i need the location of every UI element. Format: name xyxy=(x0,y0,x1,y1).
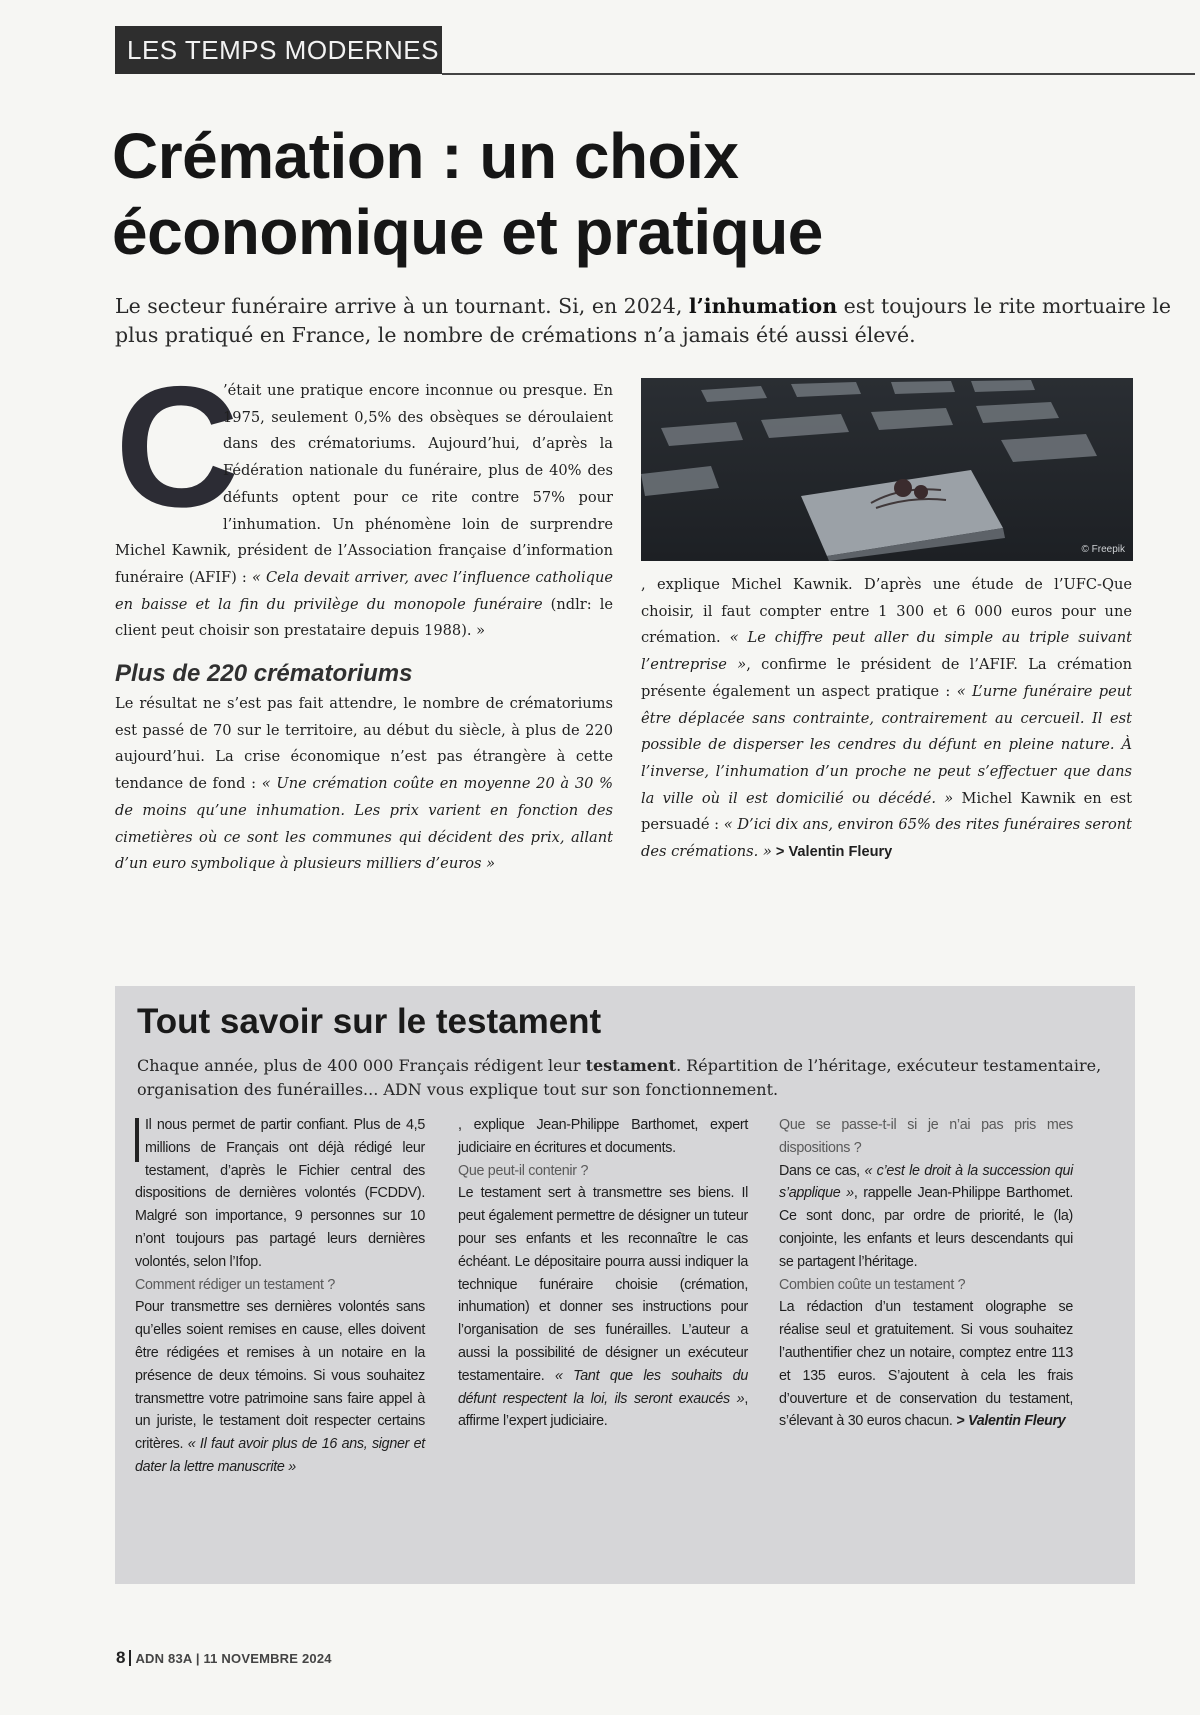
section-label: LES TEMPS MODERNES xyxy=(127,34,439,65)
c3-p1-text: Dans ce cas, xyxy=(779,1162,865,1179)
p2-text: Le résultat ne s’est pas fait attendre, le nombre de crématoriums est passé de 70 sur le territoire, au début du siècle, à plus de 220 aujourd’hui. La crise économique n’est pas étrangère à cette tendance de fond : xyxy=(115,695,613,793)
p3-mid-2: Michel Kawnik en est persuadé : xyxy=(641,789,1132,834)
box-column-2 xyxy=(458,1114,748,1433)
cemetery-photo-illustration xyxy=(641,378,1133,561)
box-c2-paragraph-1: , explique Jean-Philippe Barthomet, expert judiciaire en écritures et documents. xyxy=(458,1117,748,1156)
box-lead-strong: testament xyxy=(585,1056,677,1075)
c3-quote: « c’est le droit à la succession qui s’applique » xyxy=(779,1162,1073,1202)
box-c2-paragraph-2 xyxy=(458,1182,748,1433)
p1-text: ’était une pratique encore inconnue ou presque. En 1975, seulement 0,5% des obsèques se déroulaient dans des crématoriums. Aujourd’hui, d’après la Fédération nationale du funéraire, plus de 40% des défunts optent pour ce rite contre 57% pour l’inhumation. Un phénomène loin de surprendre Michel Kawnik, président de l’Association française d’information funéraire (AFIF) : xyxy=(115,382,613,586)
c3-p2-text: La rédaction d’un testament olographe se réalise seul et gratuitement. Si vous souhaitez l’authentifier chez un notaire, comptez entre 113 et 135 euros. S’ajoutent à cela les frais d’ouverture et de conservation du testament, s’élevant à 30 euros chacun. xyxy=(779,1299,1073,1430)
p1-end: (ndlr: le client peut choisir son prestataire depuis 1988). » xyxy=(115,595,614,640)
initial-bar xyxy=(135,1118,139,1162)
box-question-3: Que se passe-t-il si je n’ai pas pris mes dispositions ? xyxy=(779,1117,1073,1156)
box-column-3 xyxy=(779,1114,1073,1433)
box-c3-paragraph-2 xyxy=(779,1296,1073,1433)
article-paragraph-3 xyxy=(641,572,1132,866)
article-byline: > Valentin Fleury xyxy=(771,844,893,861)
article-column-right xyxy=(641,572,1132,866)
box-lead-2: . Répartition de l’héritage, exécuteur testamentaire, organisation des funérailles... ADN vous explique tout sur son fonctionnement. xyxy=(137,1056,1102,1099)
page-number: 8 xyxy=(116,1648,126,1667)
header-rule xyxy=(442,73,1195,75)
p2-quote: « Une crémation coûte en moyenne 20 à 30 % de moins qu’une inhumation. Les prix varient en fonction des cimetières où ce sont les communes qui décident des prix, allant d’un euro symbolique à plusieurs milliers d’euros » xyxy=(115,775,613,873)
box-c1-paragraph-2 xyxy=(135,1296,425,1478)
p1-quote: « Cela devait arriver, avec l’influence catholique en baisse et la fin du privilège du monopole funéraire xyxy=(115,568,613,613)
article-column-left xyxy=(115,351,614,878)
box-lead-1: Chaque année, plus de 400 000 Français rédigent leur xyxy=(137,1056,586,1075)
c2-p2-text: Le testament sert à transmettre ses biens. Il peut également permettre de désigner un tuteur pour ses enfants et les reconnaître le cas échéant. Le dépositaire pourra aussi indiquer la technique funéraire choisie (crémation, inhumation) et donner ses instructions pour l’organisation de ses funérailles. L’auteur a aussi la possibilité de désigner un exécuteur testamentaire. xyxy=(458,1185,748,1384)
c1-p2-text: Pour transmettre ses dernières volontés sans qu’elles soient remises en cause, elles doivent être rédigées et remises à un notaire en la présence de deux témoins. Si vous souhaitez transmettre votre patrimoine sans faire appel à un juriste, le testament doit respecter certains critères. xyxy=(135,1299,425,1453)
article-lead xyxy=(115,292,1175,350)
box-question-4: Combien coûte un testament ? xyxy=(779,1276,966,1293)
box-lead xyxy=(137,1054,1117,1102)
c1-quote: « Il faut avoir plus de 16 ans, signer et dater la lettre manuscrite » xyxy=(135,1436,425,1475)
box-column-1 xyxy=(135,1114,425,1479)
box-title: Tout savoir sur le testament xyxy=(137,1002,602,1041)
c3-p1-end: , rappelle Jean-Philippe Barthomet. Ce sont donc, par ordre de priorité, le (la) conjointe, les enfants et leurs descendants qui se partagent l’héritage. xyxy=(779,1185,1073,1270)
section-tag xyxy=(115,26,442,74)
publication-info: ADN 83A | 11 NOVEMBRE 2024 xyxy=(135,1650,332,1666)
box-byline: > Valentin Fleury xyxy=(952,1413,1066,1430)
p3-mid: , confirme le président de l’AFIF. La crémation présente également un aspect pratique : xyxy=(641,656,1133,700)
lead-text-1: Le secteur funéraire arrive à un tournant. Si, en 2024, xyxy=(115,294,689,318)
box-question-2: Que peut-il contenir ? xyxy=(458,1162,589,1179)
c2-end: , affirme l’expert judiciaire. xyxy=(458,1390,748,1430)
article-title: Crémation : un choix économique et pratique xyxy=(112,120,823,268)
page-folio xyxy=(116,1648,332,1668)
box-c3-paragraph-1 xyxy=(779,1160,1073,1274)
article-subhead: Plus de 220 crématoriums xyxy=(115,660,413,688)
p3-quote-3: « D’ici dix ans, environ 65% des rites funéraires seront des crémations. » xyxy=(641,816,1133,861)
box-question-1: Comment rédiger un testament ? xyxy=(135,1276,335,1293)
folio-separator xyxy=(129,1650,131,1666)
lead-text-2: est toujours le rite mortuaire le plus pratiqué en France, le nombre de crémations n’a jamais été aussi élevé. xyxy=(115,294,1171,347)
p3-quote: « Le chiffre peut aller du simple au triple suivant l’entreprise » xyxy=(641,629,1132,674)
testament-box xyxy=(115,986,1135,1584)
box-c1-paragraph-1: Il nous permet de partir confiant. Plus de 4,5 millions de Français ont déjà rédigé leur testament, d’après le Fichier central des dispositions de dernières volontés (FCDDV). Malgré son importance, 9 personnes sur 10 n’ont toujours pas partagé leurs dernières volontés, selon l’Ifop. xyxy=(135,1117,425,1270)
dropcap: C xyxy=(115,351,240,543)
p3-text: , explique Michel Kawnik. D’après une étude de l’UFC-Que choisir, il faut compter entre 1 300 et 6 000 euros pour une crémation. xyxy=(641,576,1132,647)
c2-quote: « Tant que les souhaits du défunt respectent la loi, ils seront exaucés » xyxy=(458,1367,748,1407)
photo-credit: © Freepik xyxy=(1081,544,1125,555)
lead-strong: l’inhumation xyxy=(688,294,838,318)
p3-quote-2: « L’urne funéraire peut être déplacée sans contrainte, contrairement au cercueil. Il est possible de disperser les cendres du défunt en pleine nature. À l’inverse, l’inhumation d’un proche ne peut s’effectuer que dans la ville où il est domicilié ou décédé. » xyxy=(641,682,1133,807)
article-photo xyxy=(641,378,1133,561)
article-paragraph-2 xyxy=(115,691,613,878)
